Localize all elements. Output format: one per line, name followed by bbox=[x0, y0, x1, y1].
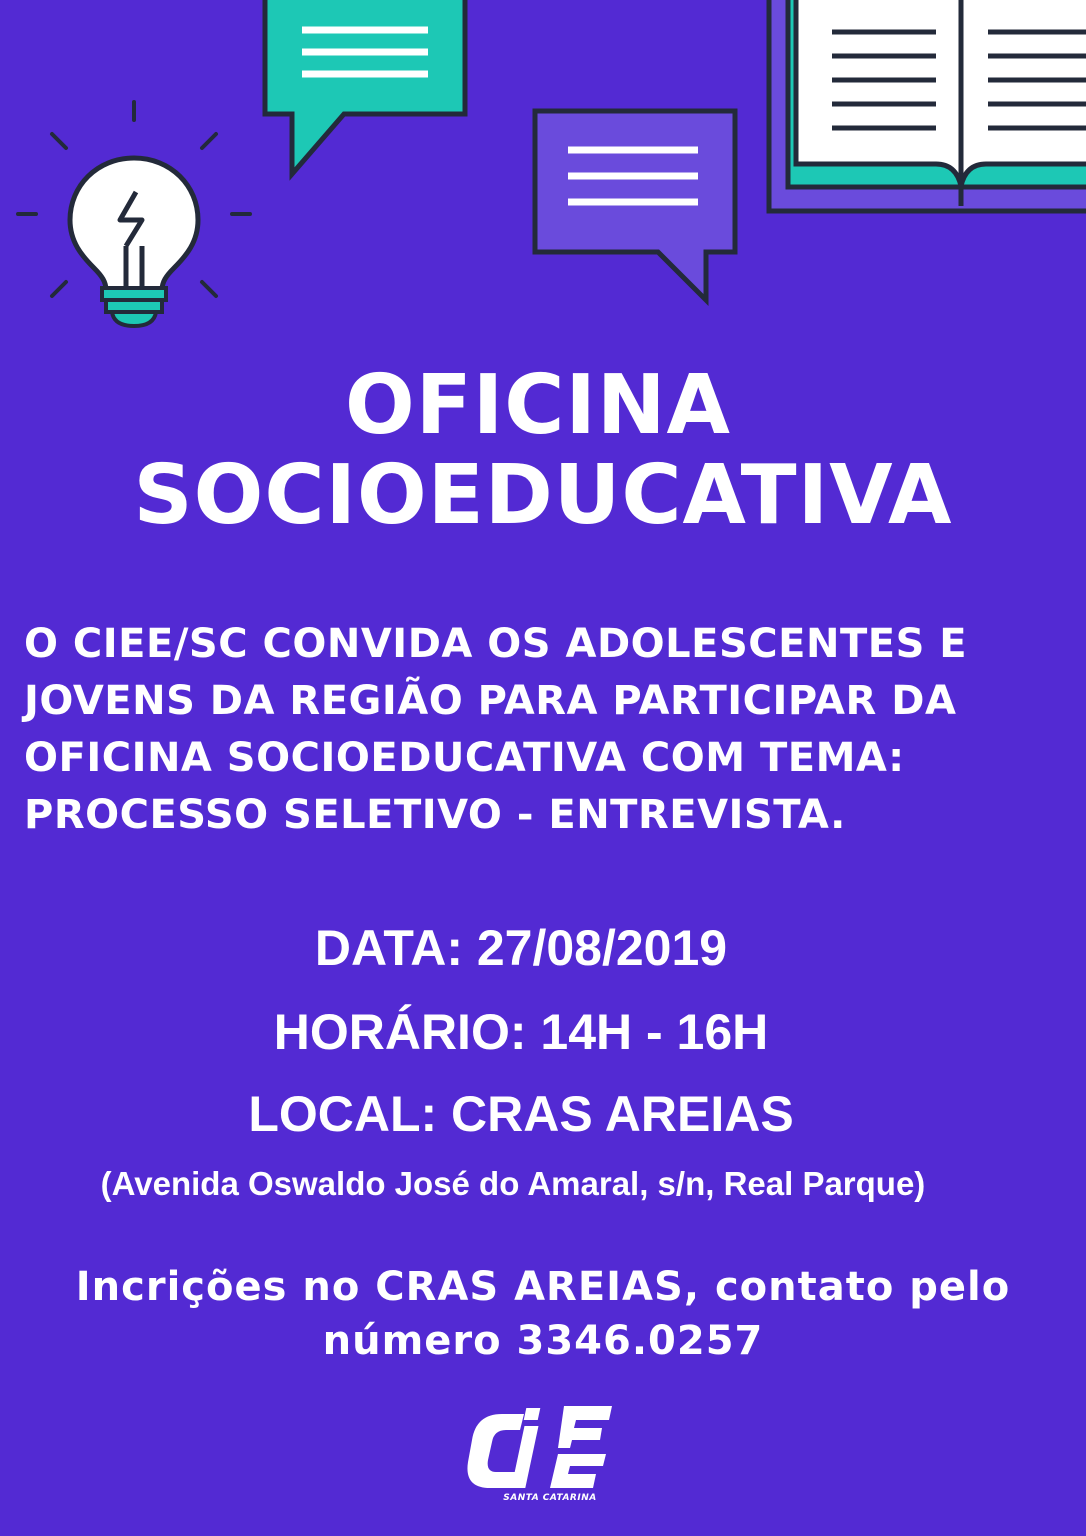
intro-line: PROCESSO SELETIVO - ENTREVISTA. bbox=[24, 792, 846, 838]
intro-line: JOVENS DA REGIÃO PARA PARTICIPAR DA bbox=[24, 678, 957, 724]
contact-line-1: Incrições no CRAS AREIAS, contato pelo bbox=[75, 1264, 1011, 1310]
purple-speech-bubble-icon bbox=[532, 108, 738, 304]
intro-line: OFICINA SOCIOEDUCATIVA COM TEMA: bbox=[24, 735, 905, 781]
title-line-1: OFICINA bbox=[344, 358, 731, 453]
lightbulb-icon bbox=[14, 96, 254, 336]
title-line-2: SOCIOEDUCATIVA bbox=[133, 448, 953, 543]
event-time: HORÁRIO: 14H - 16H bbox=[273, 1004, 769, 1060]
event-address: (Avenida Oswaldo José do Amaral, s/n, Real Parque) bbox=[100, 1165, 926, 1202]
contact-line-2: número 3346.0257 bbox=[322, 1318, 764, 1364]
intro-line: O CIEE/SC CONVIDA OS ADOLESCENTES E bbox=[24, 621, 968, 667]
ciee-logo-icon bbox=[462, 1400, 618, 1496]
open-book-icon bbox=[766, 0, 1086, 216]
contact-info bbox=[0, 1260, 1086, 1368]
event-date: DATA: 27/08/2019 bbox=[314, 920, 728, 976]
intro-text bbox=[24, 616, 1074, 844]
teal-speech-bubble-icon bbox=[262, 0, 468, 180]
event-location: LOCAL: CRAS AREIAS bbox=[248, 1086, 794, 1142]
logo-caption: SANTA CATARINA bbox=[503, 1493, 597, 1503]
